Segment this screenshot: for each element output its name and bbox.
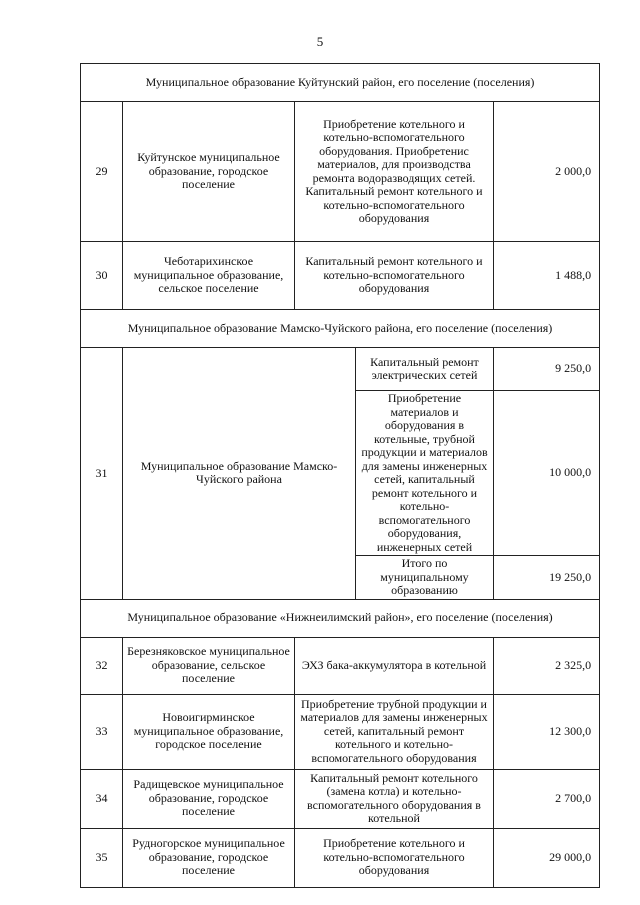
amount-value: 29 000,0 — [494, 828, 600, 887]
section-header-row — [81, 310, 600, 348]
section-title: Муниципальное образование Куйтунский район, его поселение (поселения) — [81, 64, 600, 102]
row-number: 31 — [81, 348, 123, 600]
row-number: 33 — [81, 694, 123, 769]
purpose-text: Приобретение трубной продукции и материалов для замены инженерных сетей, капитальный ремонт котельного и котельно-вспомогательного оборудования — [295, 694, 494, 769]
entity-name: Куйтунское муниципальное образование, городское поселение — [123, 102, 295, 242]
amount-value: 12 300,0 — [494, 694, 600, 769]
purpose-text: Капитальный ремонт котельного (замена котла) и котельно-вспомогательного оборудования в котельной — [295, 769, 494, 828]
amount-value: 1 488,0 — [494, 242, 600, 310]
entity-name: Чеботарихинское муниципальное образование, сельское поселение — [123, 242, 295, 310]
allocation-table — [80, 63, 600, 888]
purpose-text: Капитальный ремонт электрических сетей — [356, 348, 494, 391]
entity-name: Муниципальное образование Мамско-Чуйского района — [123, 348, 356, 600]
table-row — [81, 102, 600, 242]
row-number: 32 — [81, 637, 123, 694]
table-row — [81, 828, 600, 887]
table-row — [81, 242, 600, 310]
amount-value: 9 250,0 — [494, 348, 600, 391]
entity-name: Березняковское муниципальное образование, сельское поселение — [123, 637, 295, 694]
amount-value: 2 700,0 — [494, 769, 600, 828]
purpose-text: ЭХЗ бака-аккумулятора в котельной — [295, 637, 494, 694]
purpose-text: Приобретение котельного и котельно-вспомогательного оборудования. Приобретенис материалов, для производства ремонта водоразводящих сетей. Капитальный ремонт котельного и котельно-вспомогательного оборудования — [295, 102, 494, 242]
row-number: 35 — [81, 828, 123, 887]
page-number: 5 — [316, 34, 324, 49]
purpose-text: Капитальный ремонт котельного и котельно-вспомогательного оборудования — [295, 242, 494, 310]
section-title: Муниципальное образование Мамско-Чуйского района, его поселение (поселения) — [81, 310, 600, 348]
section-title: Муниципальное образование «Нижнеилимский район», его поселение (поселения) — [81, 599, 600, 637]
table-row — [81, 348, 600, 391]
row-number: 29 — [81, 102, 123, 242]
total-amount: 19 250,0 — [494, 556, 600, 600]
entity-name: Рудногорское муниципальное образование, городское поселение — [123, 828, 295, 887]
table-row — [81, 694, 600, 769]
total-label: Итого по муниципальному образованию — [356, 556, 494, 600]
entity-name: Новоигирминское муниципальное образование, городское поселение — [123, 694, 295, 769]
section-header-row — [81, 599, 600, 637]
purpose-text: Приобретение котельного и котельно-вспомогательного оборудования — [295, 828, 494, 887]
table-row — [81, 637, 600, 694]
row-number: 30 — [81, 242, 123, 310]
section-header-row — [81, 64, 600, 102]
entity-name: Радищевское муниципальное образование, городское поселение — [123, 769, 295, 828]
amount-value: 2 000,0 — [494, 102, 600, 242]
table-row — [81, 769, 600, 828]
amount-value: 2 325,0 — [494, 637, 600, 694]
purpose-text: Приобретение материалов и оборудования в котельные, трубной продукции и материалов для замены инженерных сетей, капитальный ремонт котельного и котельно-вспомогательного оборудования, инженерных сетей — [356, 391, 494, 556]
row-number: 34 — [81, 769, 123, 828]
amount-value: 10 000,0 — [494, 391, 600, 556]
